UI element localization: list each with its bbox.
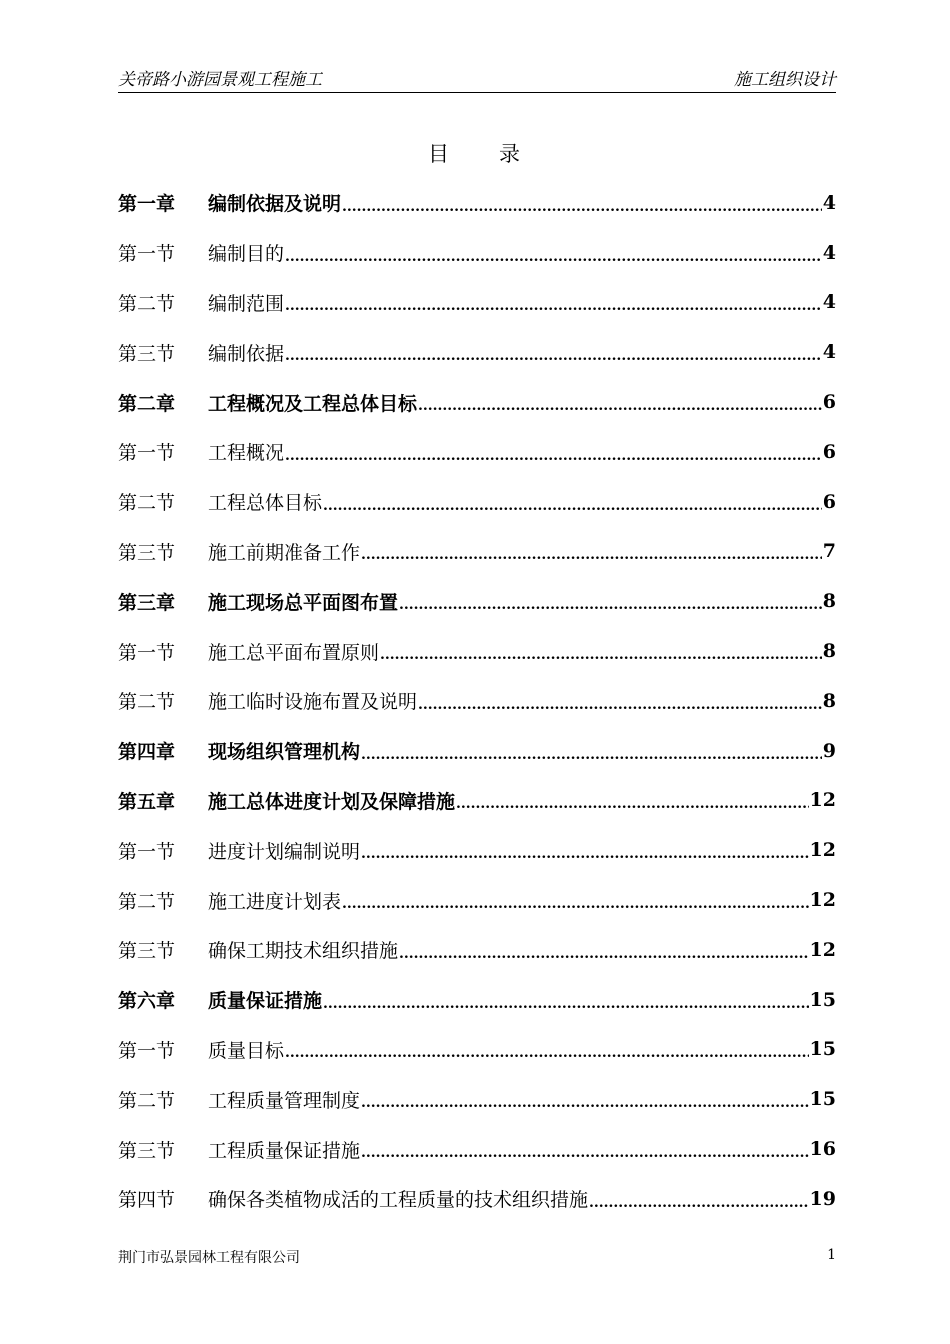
dot-leader — [285, 249, 822, 278]
toc-chapter-entry[interactable] — [118, 726, 836, 776]
toc-heading-char-1: 目 — [428, 142, 451, 166]
entry-page-number: 12 — [809, 839, 836, 862]
toc-section-entry[interactable] — [118, 875, 836, 925]
table-of-contents — [118, 178, 836, 1224]
entry-number: 第四节 — [118, 1189, 176, 1212]
toc-section-entry[interactable] — [118, 1074, 836, 1124]
header-right-text: 施工组织设计 — [734, 70, 836, 90]
toc-section-entry[interactable] — [118, 1124, 836, 1174]
entry-page-number: 9 — [822, 739, 836, 762]
entry-title: 工程质量保证措施 — [208, 1139, 361, 1162]
dot-leader — [418, 398, 822, 427]
toc-section-entry[interactable] — [118, 825, 836, 875]
entry-number: 第五章 — [118, 790, 176, 813]
dot-leader — [361, 1095, 809, 1124]
toc-chapter-entry[interactable] — [118, 576, 836, 626]
entry-title: 编制范围 — [208, 292, 285, 315]
page-footer — [118, 1247, 836, 1267]
toc-section-entry[interactable] — [118, 327, 836, 377]
entry-page-number: 16 — [809, 1138, 836, 1161]
toc-section-entry[interactable] — [118, 527, 836, 577]
entry-title: 编制依据及说明 — [208, 193, 342, 216]
entry-title: 工程概况及工程总体目标 — [208, 392, 418, 415]
dot-leader — [323, 498, 822, 527]
entry-title: 工程概况 — [208, 442, 285, 465]
dot-leader — [589, 1195, 809, 1224]
entry-title: 施工进度计划表 — [208, 890, 342, 913]
toc-section-entry[interactable] — [118, 1025, 836, 1075]
dot-leader — [342, 896, 809, 925]
entry-title: 工程质量管理制度 — [208, 1089, 361, 1112]
entry-page-number: 6 — [822, 490, 836, 513]
entry-page-number: 4 — [822, 291, 836, 314]
entry-number: 第一章 — [118, 193, 176, 216]
toc-chapter-entry[interactable] — [118, 377, 836, 427]
footer-page-number: 1 — [827, 1247, 836, 1263]
page-header — [118, 68, 836, 93]
entry-title: 进度计划编制说明 — [208, 840, 361, 863]
dot-leader — [399, 946, 809, 975]
entry-page-number: 4 — [822, 241, 836, 264]
entry-title: 质量目标 — [208, 1039, 285, 1062]
dot-leader — [285, 348, 822, 377]
header-left-text: 关帝路小游园景观工程施工 — [118, 70, 322, 90]
entry-number: 第三节 — [118, 940, 176, 963]
entry-page-number: 8 — [822, 590, 836, 613]
toc-chapter-entry[interactable] — [118, 975, 836, 1025]
entry-page-number: 15 — [809, 1088, 836, 1111]
entry-number: 第三章 — [118, 591, 176, 614]
dot-leader — [342, 199, 822, 228]
entry-title: 现场组织管理机构 — [208, 741, 361, 764]
entry-number: 第二节 — [118, 292, 176, 315]
entry-number: 第六章 — [118, 990, 176, 1013]
dot-leader — [380, 647, 822, 676]
entry-number: 第二节 — [118, 691, 176, 714]
dot-leader — [285, 448, 822, 477]
toc-section-entry[interactable] — [118, 676, 836, 726]
toc-section-entry[interactable] — [118, 278, 836, 328]
entry-title: 施工总平面布置原则 — [208, 641, 380, 664]
entry-page-number: 12 — [809, 789, 836, 812]
dot-leader — [323, 996, 809, 1025]
dot-leader — [456, 796, 809, 825]
entry-page-number: 4 — [822, 341, 836, 364]
entry-title: 施工总体进度计划及保障措施 — [208, 790, 456, 813]
entry-number: 第一节 — [118, 442, 176, 465]
entry-number: 第一节 — [118, 243, 176, 266]
entry-page-number: 6 — [822, 440, 836, 463]
entry-page-number: 15 — [809, 1038, 836, 1061]
entry-number: 第三节 — [118, 342, 176, 365]
dot-leader — [361, 747, 822, 776]
dot-leader — [418, 697, 822, 726]
dot-leader — [285, 1045, 809, 1074]
entry-title: 确保工期技术组织措施 — [208, 940, 399, 963]
entry-page-number: 15 — [809, 988, 836, 1011]
entry-title: 工程总体目标 — [208, 492, 323, 515]
toc-heading — [0, 138, 950, 168]
entry-page-number: 19 — [809, 1187, 836, 1210]
toc-section-entry[interactable] — [118, 1174, 836, 1224]
dot-leader — [361, 547, 822, 576]
entry-number: 第二节 — [118, 1089, 176, 1112]
entry-number: 第一节 — [118, 840, 176, 863]
entry-page-number: 6 — [822, 391, 836, 414]
entry-title: 编制目的 — [208, 243, 285, 266]
toc-heading-char-2: 录 — [499, 142, 522, 166]
dot-leader — [361, 1145, 809, 1174]
entry-page-number: 12 — [809, 938, 836, 961]
entry-number: 第四章 — [118, 741, 176, 764]
entry-title: 施工现场总平面图布置 — [208, 591, 399, 614]
entry-title: 施工前期准备工作 — [208, 541, 361, 564]
footer-company: 荆门市弘景园林工程有限公司 — [118, 1250, 300, 1266]
entry-page-number: 7 — [822, 540, 836, 563]
entry-number: 第三节 — [118, 541, 176, 564]
toc-section-entry[interactable] — [118, 477, 836, 527]
entry-page-number: 8 — [822, 640, 836, 663]
entry-number: 第一节 — [118, 641, 176, 664]
entry-title: 确保各类植物成活的工程质量的技术组织措施 — [208, 1189, 589, 1212]
entry-number: 第二章 — [118, 392, 176, 415]
toc-chapter-entry[interactable] — [118, 178, 836, 228]
entry-number: 第一节 — [118, 1039, 176, 1062]
entry-title: 编制依据 — [208, 342, 285, 365]
dot-leader — [361, 846, 809, 875]
dot-leader — [285, 298, 822, 327]
entry-number: 第二节 — [118, 492, 176, 515]
dot-leader — [399, 597, 822, 626]
entry-page-number: 8 — [822, 689, 836, 712]
toc-section-entry[interactable] — [118, 626, 836, 676]
toc-chapter-entry[interactable] — [118, 776, 836, 826]
toc-section-entry[interactable] — [118, 925, 836, 975]
entry-page-number: 12 — [809, 889, 836, 912]
toc-section-entry[interactable] — [118, 228, 836, 278]
toc-section-entry[interactable] — [118, 427, 836, 477]
entry-title: 质量保证措施 — [208, 990, 323, 1013]
entry-title: 施工临时设施布置及说明 — [208, 691, 418, 714]
entry-number: 第三节 — [118, 1139, 176, 1162]
entry-page-number: 4 — [822, 191, 836, 214]
entry-number: 第二节 — [118, 890, 176, 913]
